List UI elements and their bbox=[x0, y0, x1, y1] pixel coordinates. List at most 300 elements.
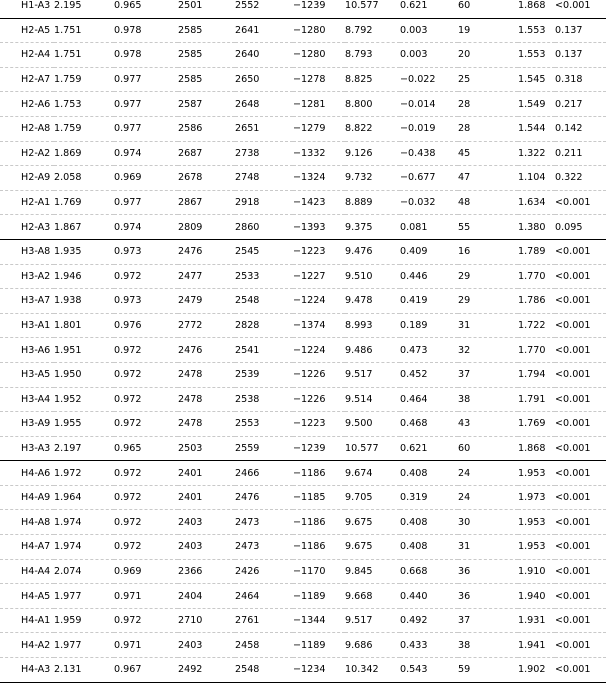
table-cell: −1393 bbox=[293, 215, 345, 240]
table-cell: 10.577 bbox=[345, 436, 400, 461]
table-cell: 1.974 bbox=[54, 535, 114, 560]
table-cell: 1.553 bbox=[518, 18, 555, 43]
row-label: H3-A3 bbox=[0, 436, 54, 461]
table-cell: <0.001 bbox=[555, 461, 606, 486]
table-cell: 16 bbox=[458, 239, 518, 264]
row-label: H2-A7 bbox=[0, 67, 54, 92]
table-row bbox=[0, 535, 606, 560]
table-cell: 0.978 bbox=[114, 43, 178, 68]
table-cell: 2918 bbox=[235, 190, 293, 215]
table-cell: 1.801 bbox=[54, 313, 114, 338]
table-cell: 1.964 bbox=[54, 485, 114, 510]
table-cell: 1.789 bbox=[518, 239, 555, 264]
table-cell: 0.971 bbox=[114, 633, 178, 658]
table-cell: 1.973 bbox=[518, 485, 555, 510]
table-cell: 29 bbox=[458, 264, 518, 289]
table-cell: 1.759 bbox=[54, 116, 114, 141]
table-cell: 0.668 bbox=[400, 559, 458, 584]
row-label: H1-A3 bbox=[0, 0, 54, 18]
table-cell: 2710 bbox=[178, 608, 235, 633]
table-cell: 2476 bbox=[235, 485, 293, 510]
table-cell: 2585 bbox=[178, 43, 235, 68]
table-cell: −1239 bbox=[293, 436, 345, 461]
table-cell: 0.189 bbox=[400, 313, 458, 338]
table-row bbox=[0, 510, 606, 535]
table-cell: 0.969 bbox=[114, 166, 178, 191]
table-cell: 2538 bbox=[235, 387, 293, 412]
table-cell: 45 bbox=[458, 141, 518, 166]
table-cell: 0.446 bbox=[400, 264, 458, 289]
table-cell: 1.794 bbox=[518, 362, 555, 387]
table-cell: 0.974 bbox=[114, 141, 178, 166]
table-cell: 0.976 bbox=[114, 313, 178, 338]
table-cell: 0.972 bbox=[114, 608, 178, 633]
table-cell: 38 bbox=[458, 387, 518, 412]
table-cell: 2401 bbox=[178, 485, 235, 510]
table-cell: 0.452 bbox=[400, 362, 458, 387]
table-cell: 2648 bbox=[235, 92, 293, 117]
table-row bbox=[0, 190, 606, 215]
table-cell: 0.419 bbox=[400, 289, 458, 314]
table-cell: 19 bbox=[458, 18, 518, 43]
table-row bbox=[0, 289, 606, 314]
table-cell: <0.001 bbox=[555, 485, 606, 510]
row-label: H4-A4 bbox=[0, 559, 54, 584]
table-cell: 0.409 bbox=[400, 239, 458, 264]
table-cell: 1.380 bbox=[518, 215, 555, 240]
table-row bbox=[0, 67, 606, 92]
table-cell: 0.972 bbox=[114, 387, 178, 412]
table-cell: 2478 bbox=[178, 387, 235, 412]
table-cell: 1.972 bbox=[54, 461, 114, 486]
row-label: H3-A8 bbox=[0, 239, 54, 264]
table-cell: 1.868 bbox=[518, 436, 555, 461]
table-cell: 2585 bbox=[178, 67, 235, 92]
table-cell: 1.769 bbox=[54, 190, 114, 215]
table-cell: 0.972 bbox=[114, 362, 178, 387]
table-cell: 36 bbox=[458, 559, 518, 584]
table-cell: 32 bbox=[458, 338, 518, 363]
table-cell: 1.549 bbox=[518, 92, 555, 117]
table-cell: −1324 bbox=[293, 166, 345, 191]
table-cell: −1186 bbox=[293, 510, 345, 535]
table-cell: 55 bbox=[458, 215, 518, 240]
table-cell: <0.001 bbox=[555, 658, 606, 683]
table-row bbox=[0, 0, 606, 18]
table-cell: 0.468 bbox=[400, 412, 458, 437]
table-cell: 2860 bbox=[235, 215, 293, 240]
table-cell: −0.677 bbox=[400, 166, 458, 191]
table-cell: 59 bbox=[458, 658, 518, 683]
table-cell: <0.001 bbox=[555, 559, 606, 584]
table-cell: 0.971 bbox=[114, 584, 178, 609]
table-cell: <0.001 bbox=[555, 535, 606, 560]
table-cell: 2478 bbox=[178, 362, 235, 387]
table-cell: 2545 bbox=[235, 239, 293, 264]
table-cell: <0.001 bbox=[555, 633, 606, 658]
table-cell: 0.974 bbox=[114, 215, 178, 240]
table-cell: 2426 bbox=[235, 559, 293, 584]
table-cell: 0.408 bbox=[400, 510, 458, 535]
table-cell: 2458 bbox=[235, 633, 293, 658]
table-cell: 1.953 bbox=[518, 510, 555, 535]
table-cell: 2738 bbox=[235, 141, 293, 166]
table-cell: 2640 bbox=[235, 43, 293, 68]
table-cell: 1.935 bbox=[54, 239, 114, 264]
table-cell: 1.953 bbox=[518, 461, 555, 486]
row-label: H2-A1 bbox=[0, 190, 54, 215]
table-cell: −1189 bbox=[293, 584, 345, 609]
table-cell: 2479 bbox=[178, 289, 235, 314]
table-cell: −0.438 bbox=[400, 141, 458, 166]
table-cell: 1.910 bbox=[518, 559, 555, 584]
table-cell: 8.825 bbox=[345, 67, 400, 92]
table-cell: 0.440 bbox=[400, 584, 458, 609]
table-cell: 2.195 bbox=[54, 0, 114, 18]
row-label: H3-A4 bbox=[0, 387, 54, 412]
table-cell: <0.001 bbox=[555, 0, 606, 18]
table-cell: −1185 bbox=[293, 485, 345, 510]
table-cell: −1279 bbox=[293, 116, 345, 141]
table-cell: −1170 bbox=[293, 559, 345, 584]
table-cell: <0.001 bbox=[555, 412, 606, 437]
table-cell: 2503 bbox=[178, 436, 235, 461]
table-row bbox=[0, 608, 606, 633]
table-cell: <0.001 bbox=[555, 608, 606, 633]
table-cell: 0.972 bbox=[114, 461, 178, 486]
table-cell: 2473 bbox=[235, 535, 293, 560]
table-cell: 0.318 bbox=[555, 67, 606, 92]
table-cell: 0.142 bbox=[555, 116, 606, 141]
table-cell: 48 bbox=[458, 190, 518, 215]
table-cell: 2.197 bbox=[54, 436, 114, 461]
table-cell: −1423 bbox=[293, 190, 345, 215]
table-cell: 0.977 bbox=[114, 92, 178, 117]
table-cell: −1223 bbox=[293, 412, 345, 437]
table-cell: <0.001 bbox=[555, 510, 606, 535]
table-cell: 9.510 bbox=[345, 264, 400, 289]
table-cell: 2401 bbox=[178, 461, 235, 486]
table-cell: 0.967 bbox=[114, 658, 178, 683]
table-cell: 9.668 bbox=[345, 584, 400, 609]
table-cell: <0.001 bbox=[555, 190, 606, 215]
table-cell: 2404 bbox=[178, 584, 235, 609]
table-cell: 1.770 bbox=[518, 338, 555, 363]
table-cell: 1.786 bbox=[518, 289, 555, 314]
row-label: H3-A7 bbox=[0, 289, 54, 314]
row-label: H3-A9 bbox=[0, 412, 54, 437]
row-label: H3-A5 bbox=[0, 362, 54, 387]
table-cell: 9.517 bbox=[345, 608, 400, 633]
table-cell: −0.032 bbox=[400, 190, 458, 215]
table-cell: −1234 bbox=[293, 658, 345, 683]
table-cell: −1227 bbox=[293, 264, 345, 289]
table-cell: 2678 bbox=[178, 166, 235, 191]
table-cell: 9.845 bbox=[345, 559, 400, 584]
table-cell: −1280 bbox=[293, 43, 345, 68]
table-cell: 31 bbox=[458, 535, 518, 560]
table-cell: 2552 bbox=[235, 0, 293, 18]
table-cell: 0.211 bbox=[555, 141, 606, 166]
table-cell: 2539 bbox=[235, 362, 293, 387]
table-cell: 2651 bbox=[235, 116, 293, 141]
table-cell: 31 bbox=[458, 313, 518, 338]
table-cell: 8.889 bbox=[345, 190, 400, 215]
table-cell: 8.793 bbox=[345, 43, 400, 68]
table-cell: 0.473 bbox=[400, 338, 458, 363]
table-cell: 0.003 bbox=[400, 43, 458, 68]
table-cell: −1223 bbox=[293, 239, 345, 264]
table-cell: 0.003 bbox=[400, 18, 458, 43]
table-cell: <0.001 bbox=[555, 362, 606, 387]
table-cell: 2748 bbox=[235, 166, 293, 191]
table-cell: 2828 bbox=[235, 313, 293, 338]
table-row bbox=[0, 633, 606, 658]
table-cell: 2476 bbox=[178, 338, 235, 363]
table-cell: −1224 bbox=[293, 338, 345, 363]
row-label: H3-A1 bbox=[0, 313, 54, 338]
table-cell: 8.993 bbox=[345, 313, 400, 338]
row-label: H3-A2 bbox=[0, 264, 54, 289]
table-cell: 2.074 bbox=[54, 559, 114, 584]
table-cell: 10.577 bbox=[345, 0, 400, 18]
table-cell: 1.952 bbox=[54, 387, 114, 412]
table-row bbox=[0, 658, 606, 683]
table-cell: 43 bbox=[458, 412, 518, 437]
table-cell: 1.322 bbox=[518, 141, 555, 166]
table-cell: 0.543 bbox=[400, 658, 458, 683]
table-cell: 2541 bbox=[235, 338, 293, 363]
table-cell: −1278 bbox=[293, 67, 345, 92]
table-cell: 1.634 bbox=[518, 190, 555, 215]
table-cell: 2476 bbox=[178, 239, 235, 264]
table-row bbox=[0, 239, 606, 264]
table-cell: 8.800 bbox=[345, 92, 400, 117]
table-cell: −1186 bbox=[293, 461, 345, 486]
table-cell: −1226 bbox=[293, 362, 345, 387]
table-row bbox=[0, 387, 606, 412]
table-cell: 28 bbox=[458, 92, 518, 117]
table-cell: 1.759 bbox=[54, 67, 114, 92]
table-cell: −1374 bbox=[293, 313, 345, 338]
table-cell: 1.974 bbox=[54, 510, 114, 535]
table-cell: 0.978 bbox=[114, 18, 178, 43]
table-cell: −0.014 bbox=[400, 92, 458, 117]
table-cell: 2548 bbox=[235, 658, 293, 683]
table-cell: 1.791 bbox=[518, 387, 555, 412]
table-cell: <0.001 bbox=[555, 313, 606, 338]
table-cell: 0.972 bbox=[114, 510, 178, 535]
table-cell: 9.675 bbox=[345, 510, 400, 535]
table-cell: <0.001 bbox=[555, 338, 606, 363]
table-cell: 0.464 bbox=[400, 387, 458, 412]
table-cell: 2492 bbox=[178, 658, 235, 683]
row-label: H4-A8 bbox=[0, 510, 54, 535]
table-cell: 2687 bbox=[178, 141, 235, 166]
table-cell: 9.476 bbox=[345, 239, 400, 264]
table-cell: 0.217 bbox=[555, 92, 606, 117]
table-cell: 9.478 bbox=[345, 289, 400, 314]
table-row bbox=[0, 338, 606, 363]
table-cell: 1.868 bbox=[518, 0, 555, 18]
table-cell: 2477 bbox=[178, 264, 235, 289]
table-cell: −0.022 bbox=[400, 67, 458, 92]
table-cell: 2586 bbox=[178, 116, 235, 141]
table-cell: 9.675 bbox=[345, 535, 400, 560]
table-cell: 1.770 bbox=[518, 264, 555, 289]
table-row bbox=[0, 141, 606, 166]
table-cell: 37 bbox=[458, 608, 518, 633]
table-cell: −1226 bbox=[293, 387, 345, 412]
row-label: H4-A9 bbox=[0, 485, 54, 510]
table-cell: 2533 bbox=[235, 264, 293, 289]
table-cell: 38 bbox=[458, 633, 518, 658]
table-cell: <0.001 bbox=[555, 289, 606, 314]
table-cell: 1.951 bbox=[54, 338, 114, 363]
row-label: H4-A6 bbox=[0, 461, 54, 486]
table-cell: 1.867 bbox=[54, 215, 114, 240]
table-cell: 2.131 bbox=[54, 658, 114, 683]
table-row bbox=[0, 116, 606, 141]
table-row bbox=[0, 18, 606, 43]
table-cell: −1281 bbox=[293, 92, 345, 117]
table-cell: −0.019 bbox=[400, 116, 458, 141]
table-cell: 1.902 bbox=[518, 658, 555, 683]
table-cell: 0.319 bbox=[400, 485, 458, 510]
table-cell: 9.375 bbox=[345, 215, 400, 240]
table-cell: 9.705 bbox=[345, 485, 400, 510]
table-cell: 9.514 bbox=[345, 387, 400, 412]
table-row bbox=[0, 166, 606, 191]
row-label: H2-A8 bbox=[0, 116, 54, 141]
table-cell: 1.955 bbox=[54, 412, 114, 437]
table-cell: 2464 bbox=[235, 584, 293, 609]
table-cell: 2366 bbox=[178, 559, 235, 584]
table-row bbox=[0, 412, 606, 437]
table-row bbox=[0, 264, 606, 289]
table-cell: 2548 bbox=[235, 289, 293, 314]
table-cell: 1.941 bbox=[518, 633, 555, 658]
table-cell: 1.953 bbox=[518, 535, 555, 560]
table-cell: 10.342 bbox=[345, 658, 400, 683]
table-row bbox=[0, 559, 606, 584]
table-cell: 1.938 bbox=[54, 289, 114, 314]
table-cell: 9.674 bbox=[345, 461, 400, 486]
table-cell: 24 bbox=[458, 485, 518, 510]
row-label: H4-A7 bbox=[0, 535, 54, 560]
table-cell: 2761 bbox=[235, 608, 293, 633]
table-cell: 9.517 bbox=[345, 362, 400, 387]
table-cell: 2585 bbox=[178, 18, 235, 43]
table-cell: 0.137 bbox=[555, 18, 606, 43]
table-cell: 2650 bbox=[235, 67, 293, 92]
table-cell: 0.322 bbox=[555, 166, 606, 191]
table-cell: 1.769 bbox=[518, 412, 555, 437]
table-cell: <0.001 bbox=[555, 436, 606, 461]
table-row bbox=[0, 92, 606, 117]
table-cell: <0.001 bbox=[555, 264, 606, 289]
table-cell: −1344 bbox=[293, 608, 345, 633]
table-cell: <0.001 bbox=[555, 387, 606, 412]
table-cell: 0.408 bbox=[400, 535, 458, 560]
table-cell: 9.732 bbox=[345, 166, 400, 191]
table-cell: 2641 bbox=[235, 18, 293, 43]
table-cell: 2587 bbox=[178, 92, 235, 117]
row-label: H2-A9 bbox=[0, 166, 54, 191]
row-label: H2-A5 bbox=[0, 18, 54, 43]
table-cell: −1224 bbox=[293, 289, 345, 314]
table-cell: 60 bbox=[458, 436, 518, 461]
row-label: H2-A6 bbox=[0, 92, 54, 117]
table-cell: <0.001 bbox=[555, 239, 606, 264]
table-cell: 36 bbox=[458, 584, 518, 609]
table-cell: 0.972 bbox=[114, 412, 178, 437]
table-cell: 1.722 bbox=[518, 313, 555, 338]
table-cell: 0.621 bbox=[400, 436, 458, 461]
table-cell: 0.965 bbox=[114, 436, 178, 461]
table-cell: 0.095 bbox=[555, 215, 606, 240]
table-cell: 0.621 bbox=[400, 0, 458, 18]
table-row bbox=[0, 461, 606, 486]
table-cell: 47 bbox=[458, 166, 518, 191]
row-label: H4-A3 bbox=[0, 658, 54, 683]
table-cell: 1.977 bbox=[54, 633, 114, 658]
table-cell: 2772 bbox=[178, 313, 235, 338]
table-cell: −1189 bbox=[293, 633, 345, 658]
table-cell: 0.977 bbox=[114, 190, 178, 215]
table-cell: −1280 bbox=[293, 18, 345, 43]
row-label: H2-A4 bbox=[0, 43, 54, 68]
table-cell: 0.977 bbox=[114, 67, 178, 92]
row-label: H3-A6 bbox=[0, 338, 54, 363]
table-cell: 2473 bbox=[235, 510, 293, 535]
table-cell: 2478 bbox=[178, 412, 235, 437]
table-cell: 28 bbox=[458, 116, 518, 141]
table-cell: 0.969 bbox=[114, 559, 178, 584]
table-cell: 0.977 bbox=[114, 116, 178, 141]
table-cell: 2403 bbox=[178, 535, 235, 560]
table-cell: 1.751 bbox=[54, 18, 114, 43]
row-label: H4-A5 bbox=[0, 584, 54, 609]
table-cell: 0.081 bbox=[400, 215, 458, 240]
table-cell: 1.544 bbox=[518, 116, 555, 141]
table-cell: 0.433 bbox=[400, 633, 458, 658]
table-cell: 24 bbox=[458, 461, 518, 486]
table-cell: −1332 bbox=[293, 141, 345, 166]
table-row bbox=[0, 584, 606, 609]
table-cell: 0.972 bbox=[114, 264, 178, 289]
table-cell: 60 bbox=[458, 0, 518, 18]
table-cell: 0.972 bbox=[114, 338, 178, 363]
table-cell: 1.753 bbox=[54, 92, 114, 117]
row-label: H4-A1 bbox=[0, 608, 54, 633]
table-cell: 9.126 bbox=[345, 141, 400, 166]
row-label: H4-A2 bbox=[0, 633, 54, 658]
table-cell: 0.972 bbox=[114, 485, 178, 510]
table-row bbox=[0, 362, 606, 387]
table-cell: 2466 bbox=[235, 461, 293, 486]
table-cell: 1.946 bbox=[54, 264, 114, 289]
table-cell: 1.869 bbox=[54, 141, 114, 166]
table-cell: 9.500 bbox=[345, 412, 400, 437]
table-row bbox=[0, 215, 606, 240]
table-cell: 29 bbox=[458, 289, 518, 314]
table-row bbox=[0, 436, 606, 461]
table-cell: 1.977 bbox=[54, 584, 114, 609]
table-cell: 37 bbox=[458, 362, 518, 387]
table-cell: 2403 bbox=[178, 510, 235, 535]
table-cell: 2403 bbox=[178, 633, 235, 658]
